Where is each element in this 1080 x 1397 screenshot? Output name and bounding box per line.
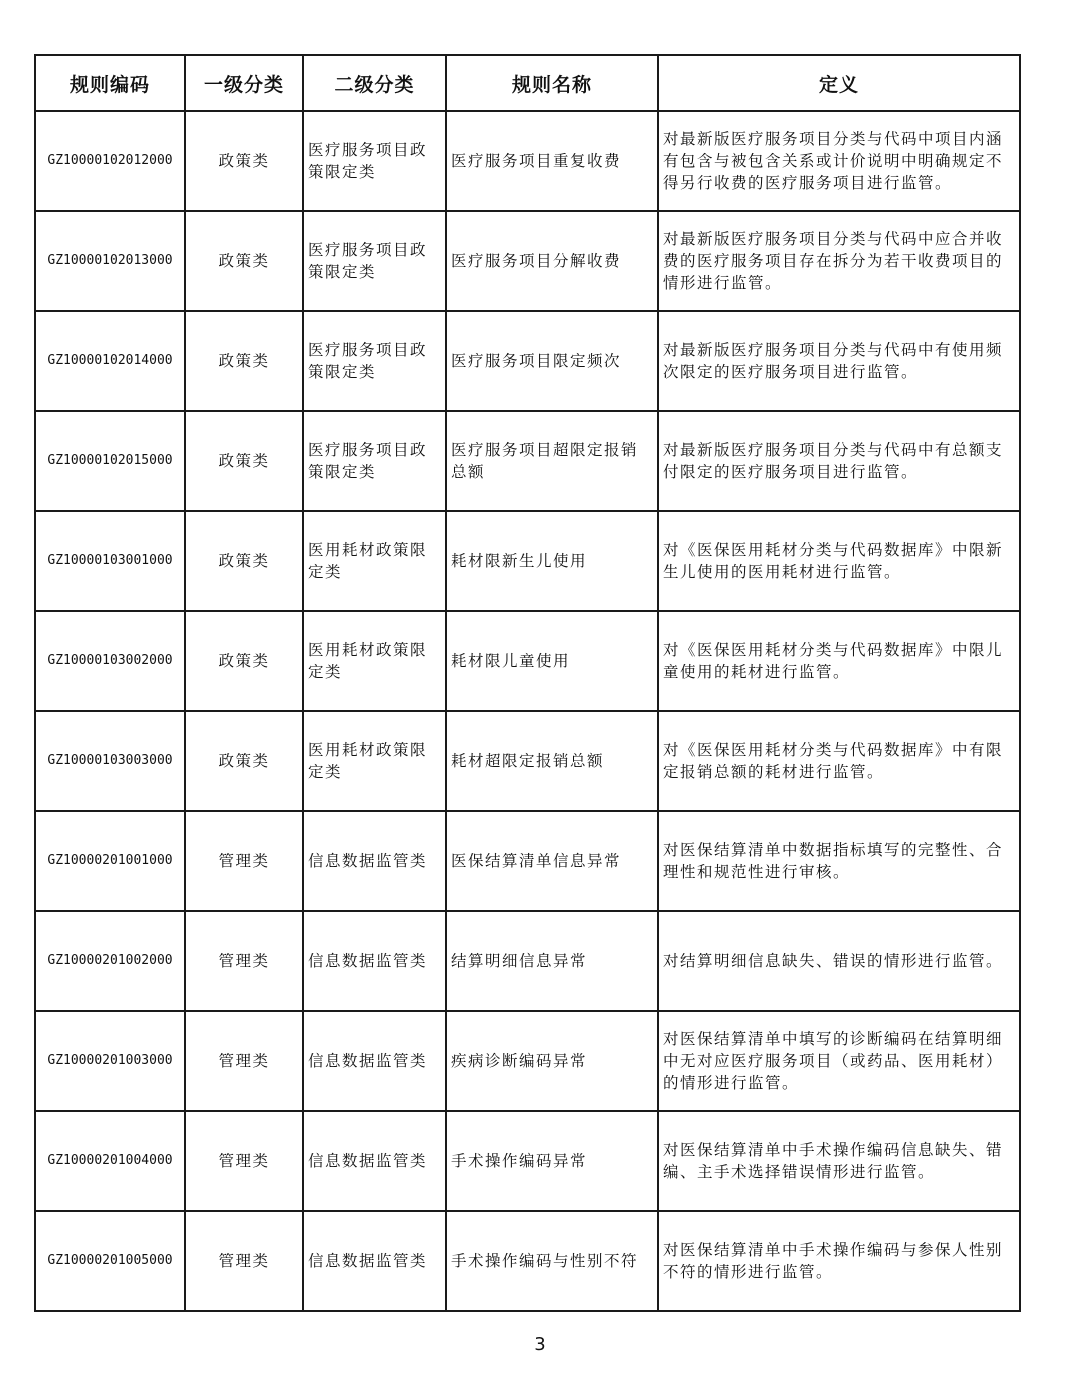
table-row [35, 911, 1020, 1011]
table-row [35, 411, 1020, 511]
cell-level2-category: 医用耗材政策限定类 [303, 611, 446, 711]
page-number: 3 [534, 1334, 546, 1355]
cell-definition: 对最新版医疗服务项目分类与代码中有总额支付限定的医疗服务项目进行监管。 [658, 411, 1020, 511]
cell-rule-name: 耗材限新生儿使用 [446, 511, 658, 611]
cell-definition: 对医保结算清单中数据指标填写的完整性、合理性和规范性进行审核。 [658, 811, 1020, 911]
cell-level1-category: 管理类 [185, 911, 303, 1011]
cell-rule-code: GZ10000201002000 [35, 911, 185, 1011]
header-rule-name: 规则名称 [446, 55, 658, 111]
cell-level2-category: 信息数据监管类 [303, 1011, 446, 1111]
cell-level1-category: 政策类 [185, 611, 303, 711]
cell-rule-code: GZ10000201004000 [35, 1111, 185, 1211]
table-row [35, 1011, 1020, 1111]
table-row [35, 711, 1020, 811]
table-row [35, 211, 1020, 311]
cell-level2-category: 信息数据监管类 [303, 1111, 446, 1211]
cell-rule-name: 医保结算清单信息异常 [446, 811, 658, 911]
cell-level2-category: 医用耗材政策限定类 [303, 711, 446, 811]
cell-level1-category: 管理类 [185, 811, 303, 911]
cell-level1-category: 管理类 [185, 1111, 303, 1211]
cell-definition: 对《医保医用耗材分类与代码数据库》中有限定报销总额的耗材进行监管。 [658, 711, 1020, 811]
cell-definition: 对《医保医用耗材分类与代码数据库》中限新生儿使用的医用耗材进行监管。 [658, 511, 1020, 611]
cell-rule-name: 耗材超限定报销总额 [446, 711, 658, 811]
cell-level1-category: 政策类 [185, 511, 303, 611]
cell-level2-category: 医疗服务项目政策限定类 [303, 311, 446, 411]
cell-level2-category: 信息数据监管类 [303, 811, 446, 911]
cell-rule-code: GZ10000201005000 [35, 1211, 185, 1311]
cell-level1-category: 政策类 [185, 711, 303, 811]
cell-definition: 对医保结算清单中填写的诊断编码在结算明细中无对应医疗服务项目（或药品、医用耗材）的情形进行监管。 [658, 1011, 1020, 1111]
table-row [35, 811, 1020, 911]
cell-rule-code: GZ10000103002000 [35, 611, 185, 711]
cell-level1-category: 管理类 [185, 1211, 303, 1311]
cell-rule-code: GZ10000102012000 [35, 111, 185, 211]
cell-rule-code: GZ10000102013000 [35, 211, 185, 311]
cell-rule-code: GZ10000103001000 [35, 511, 185, 611]
cell-rule-name: 疾病诊断编码异常 [446, 1011, 658, 1111]
cell-level1-category: 政策类 [185, 411, 303, 511]
cell-definition: 对最新版医疗服务项目分类与代码中项目内涵有包含与被包含关系或计价说明中明确规定不得另行收费的医疗服务项目进行监管。 [658, 111, 1020, 211]
cell-rule-name: 医疗服务项目限定频次 [446, 311, 658, 411]
cell-definition: 对最新版医疗服务项目分类与代码中应合并收费的医疗服务项目存在拆分为若干收费项目的情形进行监管。 [658, 211, 1020, 311]
cell-level1-category: 政策类 [185, 211, 303, 311]
cell-rule-name: 医疗服务项目分解收费 [446, 211, 658, 311]
table-row [35, 111, 1020, 211]
cell-level1-category: 政策类 [185, 311, 303, 411]
cell-level1-category: 管理类 [185, 1011, 303, 1111]
cell-definition: 对最新版医疗服务项目分类与代码中有使用频次限定的医疗服务项目进行监管。 [658, 311, 1020, 411]
cell-rule-code: GZ10000102014000 [35, 311, 185, 411]
table-row [35, 611, 1020, 711]
cell-level1-category: 政策类 [185, 111, 303, 211]
cell-rule-name: 医疗服务项目超限定报销总额 [446, 411, 658, 511]
cell-level2-category: 信息数据监管类 [303, 1211, 446, 1311]
cell-definition: 对《医保医用耗材分类与代码数据库》中限儿童使用的耗材进行监管。 [658, 611, 1020, 711]
cell-level2-category: 医疗服务项目政策限定类 [303, 411, 446, 511]
table-row [35, 311, 1020, 411]
cell-definition: 对结算明细信息缺失、错误的情形进行监管。 [658, 911, 1020, 1011]
cell-rule-name: 手术操作编码异常 [446, 1111, 658, 1211]
table-header [35, 55, 1020, 111]
header-rule-code: 规则编码 [35, 55, 185, 111]
table-row [35, 1211, 1020, 1311]
cell-definition: 对医保结算清单中手术操作编码信息缺失、错编、主手术选择错误情形进行监管。 [658, 1111, 1020, 1211]
table-body [35, 111, 1020, 1311]
cell-level2-category: 医疗服务项目政策限定类 [303, 111, 446, 211]
cell-rule-code: GZ10000102015000 [35, 411, 185, 511]
cell-rule-code: GZ10000103003000 [35, 711, 185, 811]
cell-definition: 对医保结算清单中手术操作编码与参保人性别不符的情形进行监管。 [658, 1211, 1020, 1311]
table-row [35, 511, 1020, 611]
cell-rule-name: 医疗服务项目重复收费 [446, 111, 658, 211]
table-row [35, 1111, 1020, 1211]
cell-level2-category: 医用耗材政策限定类 [303, 511, 446, 611]
header-level2-category: 二级分类 [303, 55, 446, 111]
cell-rule-code: GZ10000201003000 [35, 1011, 185, 1111]
cell-rule-name: 手术操作编码与性别不符 [446, 1211, 658, 1311]
cell-rule-name: 结算明细信息异常 [446, 911, 658, 1011]
cell-rule-name: 耗材限儿童使用 [446, 611, 658, 711]
cell-rule-code: GZ10000201001000 [35, 811, 185, 911]
header-level1-category: 一级分类 [185, 55, 303, 111]
rules-table [34, 54, 1021, 1312]
cell-level2-category: 医疗服务项目政策限定类 [303, 211, 446, 311]
header-row [35, 55, 1020, 111]
cell-level2-category: 信息数据监管类 [303, 911, 446, 1011]
header-definition: 定义 [658, 55, 1020, 111]
